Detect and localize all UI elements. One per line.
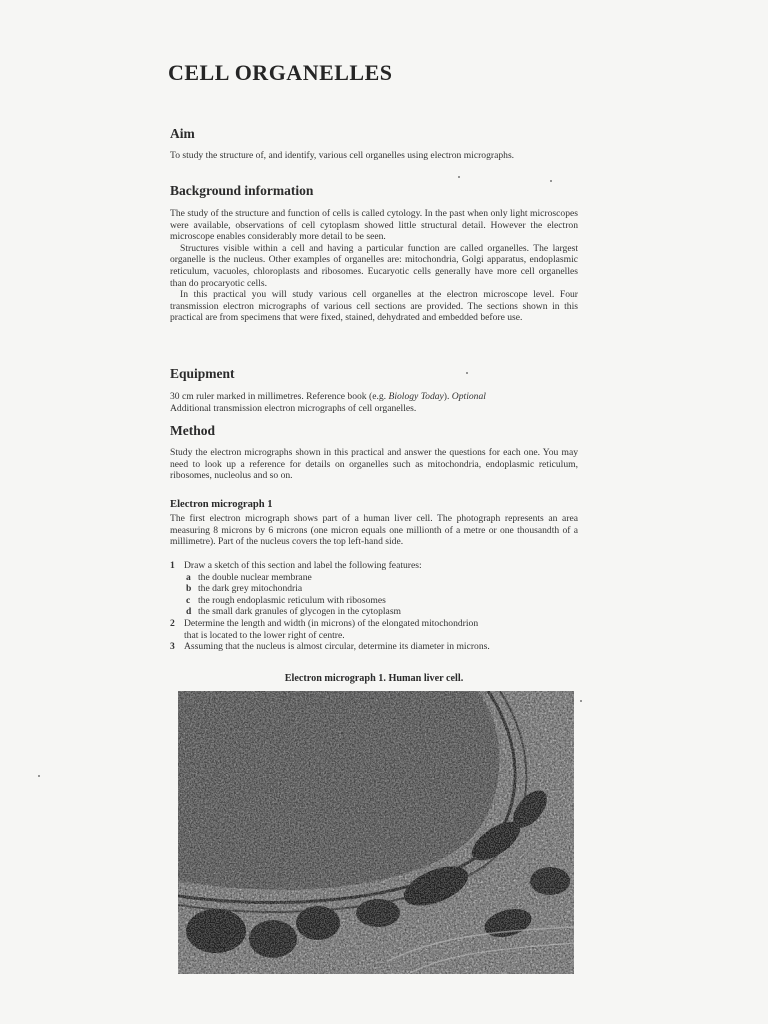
question-text: Determine the length and width (in microns) of the elongated mitochondrion: [184, 617, 479, 629]
background-paragraph-3: In this practical you will study various cell organelles at the electron microscope level. Four transmission electron micrographs of various cell sections are provided. The sections shown in this practical are from specimens that were fixed, stained, dehydrated and embedded before use.: [170, 289, 578, 324]
item-letter: b: [186, 583, 192, 595]
method-paragraph: Study the electron micrographs shown in this practical and answer the questions for each one. You may need to look up a reference for details on organelles such as mitochondria, endoplasmic reticulum, ribosomes, nucleolus and so on.: [170, 447, 578, 482]
equipment-heading: Equipment: [170, 366, 235, 381]
question-3: [170, 641, 578, 653]
question-1-item-c: [170, 595, 578, 607]
method-heading: Method: [170, 423, 215, 438]
micrograph-caption: Electron micrograph 1. Human liver cell.: [284, 673, 464, 684]
electron-micrograph-image: [178, 691, 574, 974]
scan-speck: [550, 180, 552, 182]
item-letter: d: [186, 606, 192, 618]
question-2: [170, 618, 578, 630]
question-text: Assuming that the nucleus is almost circular, determine its diameter in microns.: [184, 641, 490, 653]
question-1-item-b: [170, 583, 578, 595]
background-heading: Background information: [170, 183, 314, 198]
question-number: 1: [170, 560, 175, 571]
background-text: [170, 208, 578, 324]
micrograph1-intro: [170, 513, 578, 548]
question-number: 2: [170, 617, 175, 629]
aim-paragraph: To study the structure of, and identify, various cell organelles using electron micrographs.: [170, 150, 515, 161]
equipment-punct: ).: [443, 391, 452, 402]
question-text: Draw a sketch of this section and label the following features:: [184, 560, 422, 571]
scan-speck: [38, 775, 40, 777]
background-paragraph-1: The study of the structure and function of cells is called cytology. In the past when only light microscopes were available, observations of cell cytoplasm showed little structural detail. However the electron microscope enables considerably more detail to be seen.: [170, 208, 578, 243]
scan-speck: [458, 176, 460, 178]
question-1: [170, 560, 578, 572]
method-text: [170, 447, 578, 482]
equipment-book-title: Biology Today: [388, 391, 444, 402]
item-letter: a: [186, 571, 191, 583]
aim-heading: Aim: [170, 126, 195, 141]
question-list: [170, 560, 578, 653]
question-1-item-d: [170, 606, 578, 618]
micrograph1-heading: Electron micrograph 1: [170, 499, 273, 510]
question-1-item-a: [170, 572, 578, 584]
scan-speck: [466, 372, 468, 374]
page-title: CELL ORGANELLES: [168, 60, 393, 85]
item-text: the rough endoplasmic reticulum with ribosomes: [198, 594, 386, 606]
aim-text: [170, 150, 578, 162]
equipment-line-1: [170, 391, 578, 403]
micrograph-grain: [178, 691, 574, 974]
item-letter: c: [186, 594, 191, 606]
micrograph-svg: [178, 691, 574, 974]
item-text: the double nuclear membrane: [198, 571, 312, 583]
background-paragraph-2: Structures visible within a cell and having a particular function are called organelles. The largest organelle is the nucleus. Other examples of organelles are: mitochondria, Golgi apparatus, endoplasmic reticulum, vacuoles, chloroplasts and ribosomes. Eucaryotic cells generally have more cell organelles than do procaryotic cells.: [170, 242, 578, 289]
scan-speck: [580, 700, 582, 702]
equipment-line-2: Additional transmission electron micrographs of cell organelles.: [170, 402, 417, 414]
item-text: the dark grey mitochondria: [198, 583, 303, 595]
question-2-continued: that is located to the lower right of centre.: [184, 629, 345, 641]
equipment-optional-label: Optional: [451, 391, 486, 402]
equipment-ruler-text: 30 cm ruler marked in millimetres. Reference book (e.g.: [170, 391, 389, 402]
equipment-text: [170, 391, 578, 414]
question-number: 3: [170, 641, 175, 653]
item-text: the small dark granules of glycogen in the cytoplasm: [198, 606, 402, 618]
micrograph1-intro-paragraph: The first electron micrograph shows part of a human liver cell. The photograph represents an area measuring 8 microns by 6 microns (one micron equals one millionth of a metre or one thousandth of a millimetre). Part of the nucleus covers the top left-hand side.: [170, 513, 578, 548]
